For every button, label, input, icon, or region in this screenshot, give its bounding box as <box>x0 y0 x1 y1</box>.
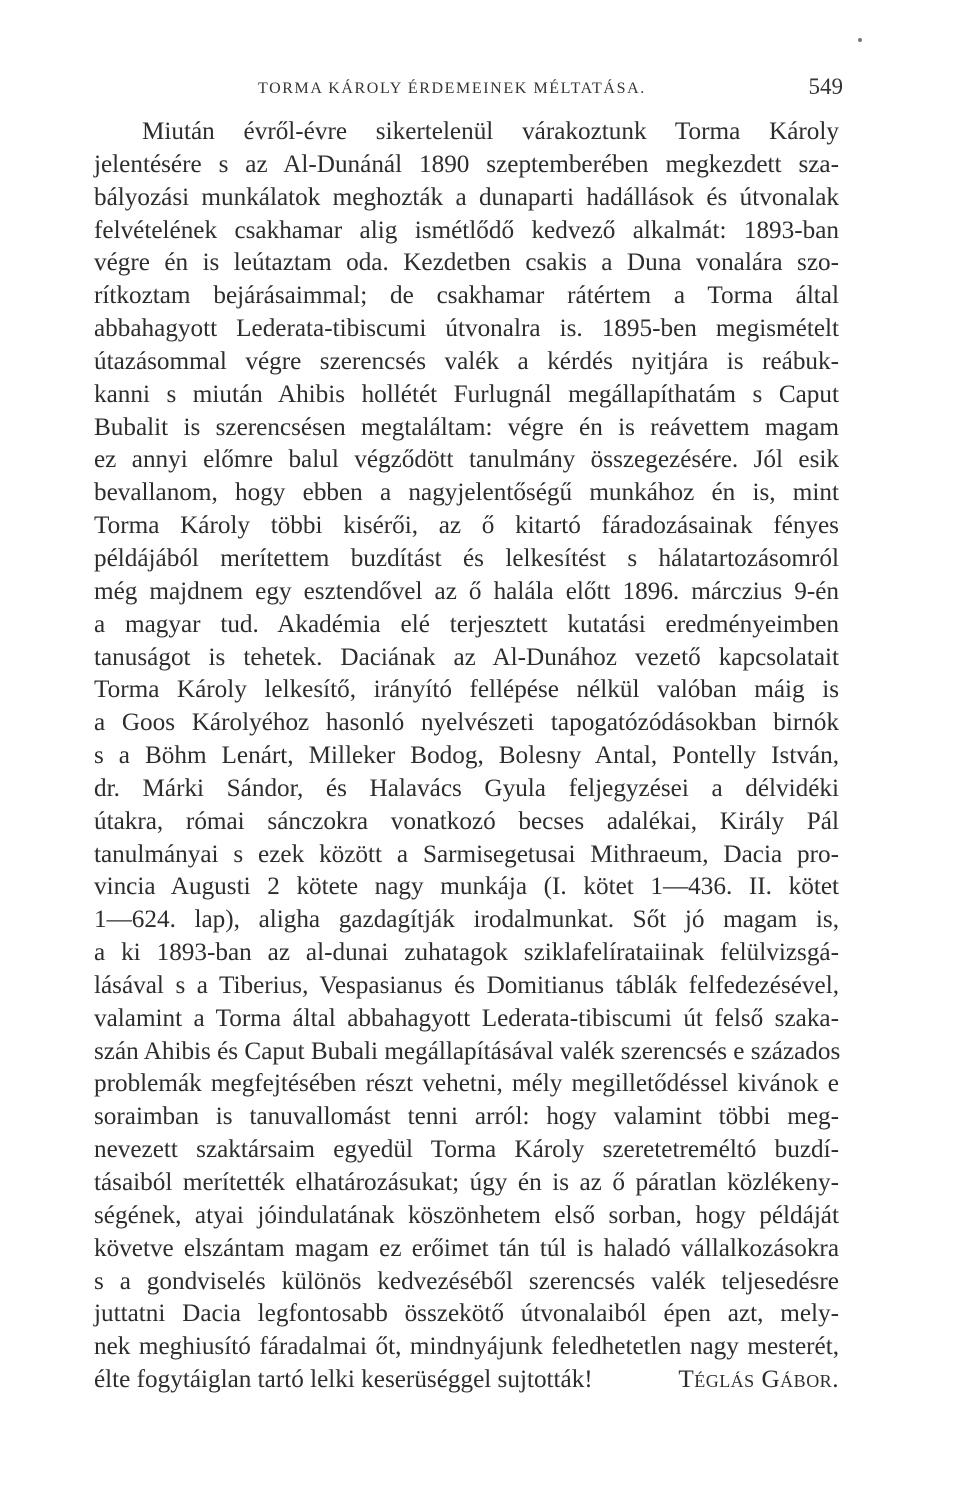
text-line: lásával s a Tiberius, Vespasianus és Domitianus táblák felfedezésével, <box>94 971 839 999</box>
page-number: 549 <box>808 74 843 99</box>
text-line: példájából merítettem buzdítást és lelkesítést s hálatartozásomról <box>94 544 839 572</box>
text-line: ségének, atyai jóindulatának köszönhetem első sorban, hogy példáját <box>94 1201 839 1229</box>
text-line: s a gondviselés különös kedvezéséből szerencsés valék teljesedésre <box>94 1267 839 1295</box>
text-line: Bubalit is szerencsésen megtaláltam: végre én is reávettem magam <box>94 413 839 441</box>
text-line: soraimban is tanuvallomást tenni arról: hogy valamint többi meg- <box>94 1103 839 1131</box>
text-line: a ki 1893-ban az al-dunai zuhatagok sziklafelírataiinak felülvizsgá- <box>94 939 839 967</box>
author-signature: Téglás Gábor. <box>678 1366 839 1394</box>
text-line: még majdnem egy esztendővel az ő halála előtt 1896. márczius 9-én <box>94 577 839 605</box>
text-line: 1—624. lap), aligha gazdagítják irodalmunkat. Sőt jó magam is, <box>94 906 839 934</box>
body-text <box>94 116 839 1397</box>
page-header <box>258 74 843 104</box>
text-line: útazásommal végre szerencsés valék a kérdés nyitjára is reábuk- <box>94 347 839 375</box>
text-line: nek meghiusító fáradalmai őt, mindnyájunk feledhetetlen nagy mesterét, <box>94 1333 839 1361</box>
text-line: s a Böhm Lenárt, Milleker Bodog, Bolesny Antal, Pontelly István, <box>94 742 839 770</box>
final-line <box>94 1364 839 1397</box>
text-line: végre én is leútaztam oda. Kezdetben csakis a Duna vonalára szo- <box>94 249 839 277</box>
paper-speck <box>858 38 862 42</box>
text-line: bevallanom, hogy ebben a nagyjelentőségű munkához én is, mint <box>94 479 839 507</box>
text-line: nevezett szaktársaim egyedül Torma Károly szeretetreméltó buzdí- <box>94 1136 839 1164</box>
text-line: felvételének csakhamar alig ismétlődő kedvező alkalmát: 1893-ban <box>94 216 839 244</box>
text-line: kanni s miután Ahibis hollétét Furlugnál megállapíthatám s Caput <box>94 380 839 408</box>
text-line: Torma Károly lelkesítő, irányító fellépése nélkül valóban máig is <box>94 676 839 704</box>
text-line: juttatni Dacia legfontosabb összekötő útvonalaiból épen azt, mely- <box>94 1300 839 1328</box>
text-line: Torma Károly többi kisérői, az ő kitartó fáradozásainak fényes <box>94 512 839 540</box>
text-line: abbahagyott Lederata-tibiscumi útvonalra is. 1895-ben megismételt <box>94 315 839 343</box>
text-line: élte fogytáiglan tartó lelki keserüséggel sujtották! <box>94 1366 593 1394</box>
text-line: dr. Márki Sándor, és Halavács Gyula feljegyzései a délvidéki <box>94 774 839 802</box>
text-line: valamint a Torma által abbahagyott Lederata-tibiscumi út felső szaka- <box>94 1004 839 1032</box>
text-line: útakra, római sánczokra vonatkozó becses adalékai, Király Pál <box>94 807 839 835</box>
text-line: problemák megfejtésében részt vehetni, mély megilletődéssel kivánok e <box>94 1070 839 1098</box>
running-head: TORMA KÁROLY ÉRDEMEINEK MÉLTATÁSA. <box>258 80 646 97</box>
text-line: vincia Augusti 2 kötete nagy munkája (I. kötet 1—436. II. kötet <box>94 873 839 901</box>
text-line: bályozási munkálatok meghozták a dunaparti hadállások és útvonalak <box>94 183 839 211</box>
text-line: a Goos Károlyéhoz hasonló nyelvészeti tapogatózódásokban birnók <box>94 709 839 737</box>
text-line: tanuságot is tehetek. Daciának az Al-Dunához vezető kapcsolatait <box>94 643 839 671</box>
text-line: tanulmányai s ezek között a Sarmisegetusai Mithraeum, Dacia pro- <box>94 840 839 868</box>
text-line: jelentésére s az Al-Dunánál 1890 szeptemberében megkezdett sza- <box>94 150 839 178</box>
text-line: tásaiból merítették elhatározásukat; úgy én is az ő páratlan közlékeny- <box>94 1169 839 1196</box>
text-line: rítkoztam bejárásaimmal; de csakhamar rátértem a Torma által <box>94 282 839 310</box>
text-line: ez annyi előmre balul végződött tanulmány összegezésére. Jól esik <box>94 446 839 474</box>
text-line: szán Ahibis és Caput Bubali megállapításával valék szerencsés e százados <box>94 1037 841 1065</box>
text-line: Miután évről-évre sikertelenül várakoztunk Torma Károly <box>142 118 839 145</box>
text-line: követve elszántam magam ez erőimet tán túl is haladó vállalkozásokra <box>94 1234 839 1262</box>
text-line: a magyar tud. Akadémia elé terjesztett kutatási eredményeimben <box>94 610 839 638</box>
